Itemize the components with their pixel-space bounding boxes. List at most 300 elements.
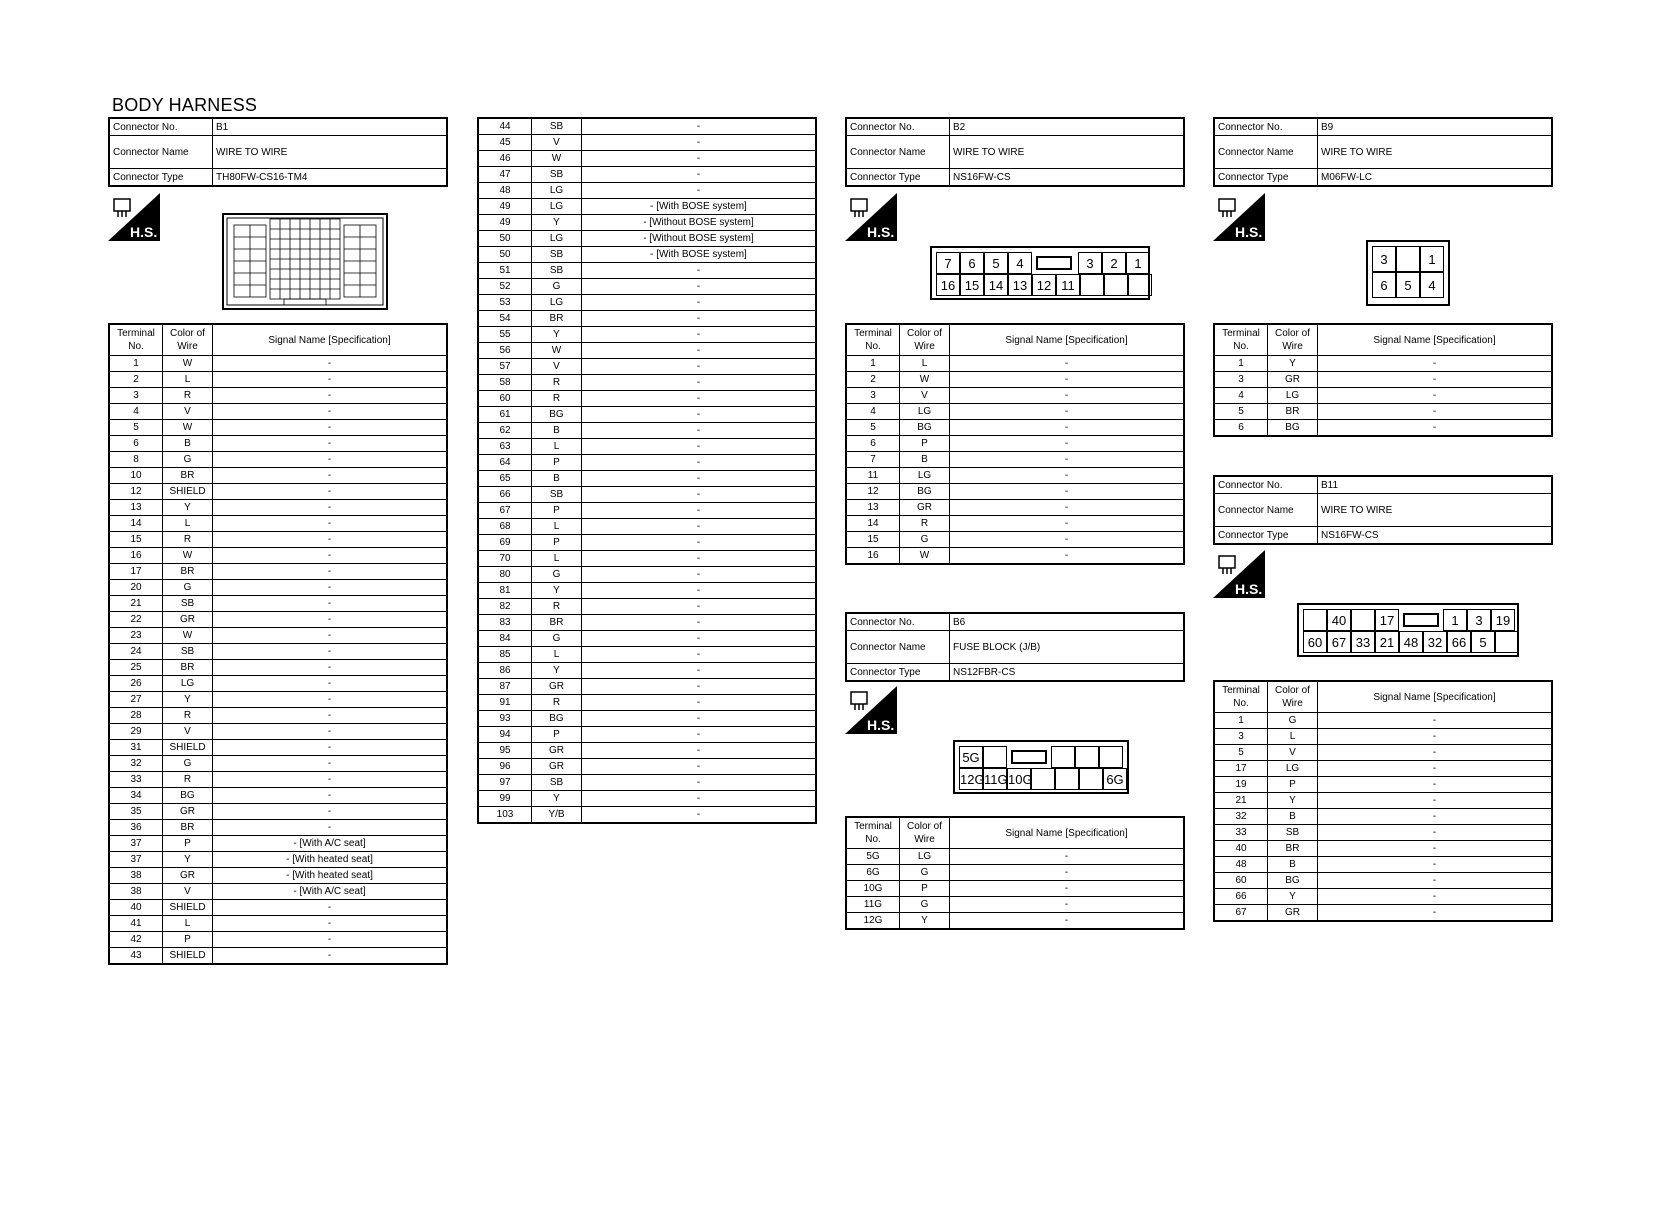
color-of-wire-header: Color of Wire: [900, 817, 950, 849]
b6-connector-info: [845, 612, 1185, 682]
wire-color-cell: LG: [532, 295, 582, 311]
terminal-no-cell: 47: [478, 167, 532, 183]
connector-pin: 48: [1399, 631, 1423, 653]
signal-name-cell: -: [582, 391, 817, 407]
wire-color-cell: R: [163, 532, 213, 548]
terminal-no-cell: 37: [109, 836, 163, 852]
signal-name-cell: -: [582, 118, 817, 135]
table-row: [1214, 356, 1552, 372]
signal-name-cell: -: [950, 484, 1185, 500]
connector-no-value: B11: [1318, 476, 1553, 494]
connector-pin: 5G: [959, 746, 983, 768]
hs-harness-side-icon: [845, 193, 897, 241]
signal-name-cell: -: [950, 897, 1185, 913]
table-row: [478, 231, 816, 247]
connector-name-value: WIRE TO WIRE: [950, 136, 1185, 169]
terminal-no-cell: 46: [478, 151, 532, 167]
connector-pin: 3: [1078, 252, 1102, 274]
signal-name-cell: -: [213, 772, 448, 788]
signal-name-cell: -: [1318, 809, 1553, 825]
wire-color-cell: L: [1268, 729, 1318, 745]
wire-color-cell: SB: [1268, 825, 1318, 841]
signal-name-cell: -: [582, 295, 817, 311]
table-row: [478, 743, 816, 759]
svg-text:H.S.: H.S.: [867, 717, 895, 733]
wire-color-cell: BR: [532, 615, 582, 631]
wire-color-cell: GR: [163, 868, 213, 884]
table-row: [1214, 841, 1552, 857]
table-row: [478, 391, 816, 407]
terminal-no-cell: 43: [109, 948, 163, 965]
terminal-no-cell: 7: [846, 452, 900, 468]
signal-name-cell: -: [1318, 873, 1553, 889]
wire-color-cell: G: [163, 580, 213, 596]
signal-name-cell: -: [582, 167, 817, 183]
wire-color-cell: SHIELD: [163, 484, 213, 500]
table-row: [846, 356, 1184, 372]
signal-name-cell: -: [213, 564, 448, 580]
table-row: [478, 375, 816, 391]
b9-connector-info: [1213, 117, 1553, 187]
terminal-no-cell: 26: [109, 676, 163, 692]
terminal-no-cell: 5: [1214, 404, 1268, 420]
wire-color-cell: V: [900, 388, 950, 404]
signal-name-cell: -: [582, 151, 817, 167]
terminal-no-cell: 62: [478, 423, 532, 439]
wire-color-cell: L: [900, 356, 950, 372]
terminal-no-cell: 17: [109, 564, 163, 580]
wire-color-cell: P: [532, 455, 582, 471]
signal-name-cell: -: [213, 596, 448, 612]
b11-connector-face: [1297, 603, 1519, 657]
wire-color-cell: P: [163, 836, 213, 852]
terminal-no-header: Terminal No.: [1214, 324, 1268, 356]
signal-name-cell: -: [582, 183, 817, 199]
wire-color-cell: BG: [1268, 873, 1318, 889]
terminal-no-cell: 15: [846, 532, 900, 548]
connector-type-label: Connector Type: [1214, 527, 1318, 545]
table-row: [109, 804, 447, 820]
wire-color-cell: V: [163, 404, 213, 420]
wire-color-cell: P: [1268, 777, 1318, 793]
signal-name-cell: -: [950, 500, 1185, 516]
wire-color-cell: LG: [1268, 388, 1318, 404]
table-row: [1214, 729, 1552, 745]
table-row: [478, 711, 816, 727]
b6-connector-face: [953, 740, 1129, 794]
wire-color-cell: Y: [532, 791, 582, 807]
connector-pin: 60: [1303, 631, 1327, 653]
table-row: [109, 564, 447, 580]
wire-color-cell: G: [900, 897, 950, 913]
wire-color-cell: W: [900, 548, 950, 565]
connector-pin: 5: [1471, 631, 1495, 653]
terminal-no-cell: 60: [478, 391, 532, 407]
wire-color-cell: LG: [532, 183, 582, 199]
terminal-no-cell: 22: [109, 612, 163, 628]
terminal-no-cell: 67: [1214, 905, 1268, 922]
table-row: [478, 631, 816, 647]
signal-name-cell: -: [213, 708, 448, 724]
signal-name-cell: -: [213, 372, 448, 388]
terminal-no-cell: 33: [1214, 825, 1268, 841]
connector-name-label: Connector Name: [1214, 494, 1318, 527]
table-row: [478, 455, 816, 471]
signal-name-cell: -: [950, 356, 1185, 372]
connector-pin: [1099, 746, 1123, 768]
signal-name-cell: - [Without BOSE system]: [582, 215, 817, 231]
wire-color-cell: B: [900, 452, 950, 468]
signal-name-cell: -: [213, 388, 448, 404]
b9-pin-table: [1213, 323, 1553, 437]
terminal-no-cell: 32: [109, 756, 163, 772]
wire-color-cell: Y: [900, 913, 950, 930]
table-row: [109, 628, 447, 644]
signal-name-cell: -: [582, 679, 817, 695]
wire-color-cell: R: [163, 772, 213, 788]
signal-name-cell: - [With A/C seat]: [213, 884, 448, 900]
terminal-no-cell: 28: [109, 708, 163, 724]
signal-name-cell: -: [582, 807, 817, 824]
terminal-no-cell: 10G: [846, 881, 900, 897]
wire-color-cell: BR: [163, 660, 213, 676]
terminal-no-cell: 24: [109, 644, 163, 660]
table-row: [109, 644, 447, 660]
table-row: [478, 135, 816, 151]
table-row: [1214, 372, 1552, 388]
wire-color-cell: Y: [163, 692, 213, 708]
table-row: [846, 865, 1184, 881]
connector-pin: [1495, 631, 1519, 653]
terminal-no-cell: 6: [109, 436, 163, 452]
wire-color-cell: SB: [532, 118, 582, 135]
table-row: [109, 708, 447, 724]
terminal-no-cell: 3: [1214, 729, 1268, 745]
svg-text:H.S.: H.S.: [1235, 581, 1263, 597]
table-row: [109, 756, 447, 772]
terminal-no-cell: 6: [1214, 420, 1268, 437]
wire-color-cell: BG: [900, 484, 950, 500]
terminal-no-cell: 41: [109, 916, 163, 932]
signal-name-cell: -: [582, 359, 817, 375]
table-row: [478, 759, 816, 775]
connector-pin: 14: [984, 274, 1008, 296]
terminal-no-cell: 23: [109, 628, 163, 644]
table-row: [478, 615, 816, 631]
table-row: [109, 740, 447, 756]
signal-name-cell: - [With BOSE system]: [582, 199, 817, 215]
b9-connector-face: [1366, 240, 1450, 306]
signal-name-cell: -: [213, 628, 448, 644]
terminal-no-cell: 21: [1214, 793, 1268, 809]
terminal-no-cell: 99: [478, 791, 532, 807]
table-row: [109, 772, 447, 788]
wire-color-cell: LG: [1268, 761, 1318, 777]
table-row: [109, 916, 447, 932]
signal-name-cell: -: [582, 743, 817, 759]
b1-pin-table: [108, 323, 448, 965]
signal-name-cell: -: [582, 135, 817, 151]
terminal-no-cell: 36: [109, 820, 163, 836]
wire-color-cell: LG: [900, 849, 950, 865]
connector-pin: [1303, 609, 1327, 631]
signal-name-cell: -: [582, 439, 817, 455]
connector-name-label: Connector Name: [1214, 136, 1318, 169]
signal-name-cell: -: [1318, 729, 1553, 745]
signal-name-cell: -: [950, 913, 1185, 930]
wire-color-cell: SHIELD: [163, 900, 213, 916]
table-row: [846, 548, 1184, 565]
signal-name-cell: -: [1318, 372, 1553, 388]
signal-name-cell: -: [1318, 889, 1553, 905]
b2-connector-info: [845, 117, 1185, 187]
wire-color-cell: G: [163, 452, 213, 468]
wire-color-cell: LG: [900, 404, 950, 420]
connector-pin: 19: [1491, 609, 1515, 631]
connector-no-value: B9: [1318, 118, 1553, 136]
terminal-no-header: Terminal No.: [109, 324, 163, 356]
wire-color-cell: Y: [532, 215, 582, 231]
table-row: [478, 487, 816, 503]
terminal-no-cell: 16: [846, 548, 900, 565]
connector-pin: 4: [1008, 252, 1032, 274]
terminal-no-cell: 38: [109, 884, 163, 900]
table-row: [109, 436, 447, 452]
connector-pin: 12G: [959, 768, 983, 790]
table-row: [109, 420, 447, 436]
table-row: [1214, 388, 1552, 404]
connector-pin: 1: [1420, 246, 1444, 272]
b6-pin-table: [845, 816, 1185, 930]
connector-pin: [1128, 274, 1152, 296]
terminal-no-cell: 6G: [846, 865, 900, 881]
wire-color-cell: W: [163, 356, 213, 372]
connector-pin: 1: [1126, 252, 1150, 274]
terminal-no-cell: 65: [478, 471, 532, 487]
signal-name-cell: -: [582, 791, 817, 807]
table-row: [109, 692, 447, 708]
wire-color-cell: V: [532, 359, 582, 375]
signal-name-cell: -: [582, 647, 817, 663]
terminal-no-cell: 70: [478, 551, 532, 567]
terminal-no-cell: 32: [1214, 809, 1268, 825]
table-row: [109, 468, 447, 484]
b1-connector-info: [108, 117, 448, 187]
table-row: [846, 404, 1184, 420]
table-row: [846, 436, 1184, 452]
signal-name-cell: -: [1318, 404, 1553, 420]
wire-color-cell: B: [532, 471, 582, 487]
wire-color-cell: BR: [1268, 404, 1318, 420]
terminal-no-cell: 84: [478, 631, 532, 647]
wire-color-cell: P: [532, 727, 582, 743]
table-row: [478, 167, 816, 183]
signal-name-cell: - [With heated seat]: [213, 852, 448, 868]
connector-no-value: B6: [950, 613, 1185, 631]
signal-name-cell: -: [582, 423, 817, 439]
signal-name-cell: -: [582, 487, 817, 503]
signal-name-cell: -: [582, 551, 817, 567]
table-row: [846, 897, 1184, 913]
wire-color-cell: B: [532, 423, 582, 439]
signal-name-cell: -: [582, 695, 817, 711]
signal-name-cell: -: [950, 516, 1185, 532]
wire-color-cell: BG: [163, 788, 213, 804]
terminal-no-cell: 97: [478, 775, 532, 791]
signal-name-cell: -: [1318, 905, 1553, 922]
signal-name-cell: -: [213, 932, 448, 948]
wire-color-cell: Y: [1268, 889, 1318, 905]
connector-name-label: Connector Name: [846, 631, 950, 664]
connector-pin: [1104, 274, 1128, 296]
connector-pin: 3: [1467, 609, 1491, 631]
wire-color-cell: P: [163, 932, 213, 948]
signal-name-header: Signal Name [Specification]: [1318, 681, 1553, 713]
connector-pin: [1351, 609, 1375, 631]
connector-pin: [1055, 768, 1079, 790]
wire-color-cell: W: [900, 372, 950, 388]
connector-type-label: Connector Type: [846, 169, 950, 187]
terminal-no-cell: 81: [478, 583, 532, 599]
table-row: [846, 516, 1184, 532]
b2-pin-table: [845, 323, 1185, 565]
wire-color-cell: SB: [532, 263, 582, 279]
terminal-no-cell: 6: [846, 436, 900, 452]
table-row: [478, 503, 816, 519]
signal-name-cell: -: [950, 881, 1185, 897]
connector-type-value: TH80FW-CS16-TM4: [213, 169, 448, 187]
connector-pin: 7: [936, 252, 960, 274]
connector-pin: [1396, 246, 1420, 272]
terminal-no-cell: 37: [109, 852, 163, 868]
terminal-no-cell: 64: [478, 455, 532, 471]
connector-pin: 13: [1008, 274, 1032, 296]
table-row: [846, 484, 1184, 500]
table-row: [109, 612, 447, 628]
signal-name-cell: -: [582, 311, 817, 327]
terminal-no-cell: 50: [478, 231, 532, 247]
signal-name-cell: -: [1318, 356, 1553, 372]
connector-type-label: Connector Type: [109, 169, 213, 187]
terminal-no-cell: 35: [109, 804, 163, 820]
signal-name-cell: -: [582, 759, 817, 775]
terminal-no-cell: 34: [109, 788, 163, 804]
b1-connector-face: [222, 213, 388, 310]
signal-name-cell: -: [950, 436, 1185, 452]
connector-pin: [1051, 746, 1075, 768]
signal-name-cell: -: [582, 631, 817, 647]
signal-name-cell: -: [213, 804, 448, 820]
terminal-no-cell: 15: [109, 532, 163, 548]
signal-name-cell: -: [950, 372, 1185, 388]
connector-pin: 5: [1396, 272, 1420, 298]
table-row: [478, 647, 816, 663]
table-row: [109, 580, 447, 596]
signal-name-cell: -: [950, 849, 1185, 865]
terminal-no-cell: 85: [478, 647, 532, 663]
signal-name-cell: -: [213, 788, 448, 804]
signal-name-cell: -: [213, 900, 448, 916]
wire-color-cell: Y: [1268, 356, 1318, 372]
wire-color-cell: LG: [900, 468, 950, 484]
signal-name-cell: -: [1318, 420, 1553, 437]
terminal-no-cell: 25: [109, 660, 163, 676]
signal-name-cell: -: [213, 452, 448, 468]
terminal-no-cell: 82: [478, 599, 532, 615]
terminal-no-cell: 49: [478, 215, 532, 231]
table-row: [478, 535, 816, 551]
wire-color-cell: V: [163, 884, 213, 900]
terminal-no-cell: 48: [478, 183, 532, 199]
terminal-no-cell: 40: [1214, 841, 1268, 857]
table-row: [109, 516, 447, 532]
table-row: [478, 183, 816, 199]
terminal-no-cell: 4: [846, 404, 900, 420]
wire-color-cell: SB: [532, 247, 582, 263]
wire-color-cell: R: [163, 388, 213, 404]
table-row: [1214, 793, 1552, 809]
terminal-no-cell: 44: [478, 118, 532, 135]
wire-color-cell: B: [163, 436, 213, 452]
wire-color-cell: LG: [532, 199, 582, 215]
signal-name-cell: -: [1318, 777, 1553, 793]
terminal-no-cell: 53: [478, 295, 532, 311]
signal-name-cell: -: [213, 436, 448, 452]
wire-color-cell: Y: [532, 583, 582, 599]
table-row: [109, 788, 447, 804]
connector-no-value: B2: [950, 118, 1185, 136]
terminal-no-cell: 66: [1214, 889, 1268, 905]
terminal-no-cell: 31: [109, 740, 163, 756]
terminal-no-cell: 45: [478, 135, 532, 151]
signal-name-cell: -: [213, 484, 448, 500]
terminal-no-cell: 13: [846, 500, 900, 516]
svg-text:H.S.: H.S.: [1235, 224, 1263, 240]
terminal-no-cell: 3: [1214, 372, 1268, 388]
table-row: [109, 372, 447, 388]
wire-color-cell: BR: [532, 311, 582, 327]
table-row: [478, 471, 816, 487]
wire-color-cell: L: [163, 516, 213, 532]
signal-name-cell: -: [213, 740, 448, 756]
table-row: [1214, 745, 1552, 761]
signal-name-cell: - [With heated seat]: [213, 868, 448, 884]
table-row: [846, 452, 1184, 468]
table-row: [478, 151, 816, 167]
terminal-no-cell: 2: [846, 372, 900, 388]
terminal-no-cell: 60: [1214, 873, 1268, 889]
table-row: [109, 660, 447, 676]
signal-name-cell: -: [950, 388, 1185, 404]
connector-pin: 11G: [983, 768, 1007, 790]
terminal-no-cell: 16: [109, 548, 163, 564]
wire-color-cell: SHIELD: [163, 948, 213, 965]
connector-pin: [983, 746, 1007, 768]
signal-name-cell: -: [950, 404, 1185, 420]
connector-no-value: B1: [213, 118, 448, 136]
terminal-no-cell: 14: [846, 516, 900, 532]
connector-pin: [1031, 768, 1055, 790]
table-row: [478, 791, 816, 807]
connector-type-value: NS16FW-CS: [1318, 527, 1553, 545]
signal-name-cell: -: [582, 583, 817, 599]
table-row: [109, 388, 447, 404]
table-row: [478, 407, 816, 423]
color-of-wire-header: Color of Wire: [900, 324, 950, 356]
wire-color-cell: L: [532, 647, 582, 663]
terminal-no-cell: 29: [109, 724, 163, 740]
signal-name-cell: -: [582, 263, 817, 279]
